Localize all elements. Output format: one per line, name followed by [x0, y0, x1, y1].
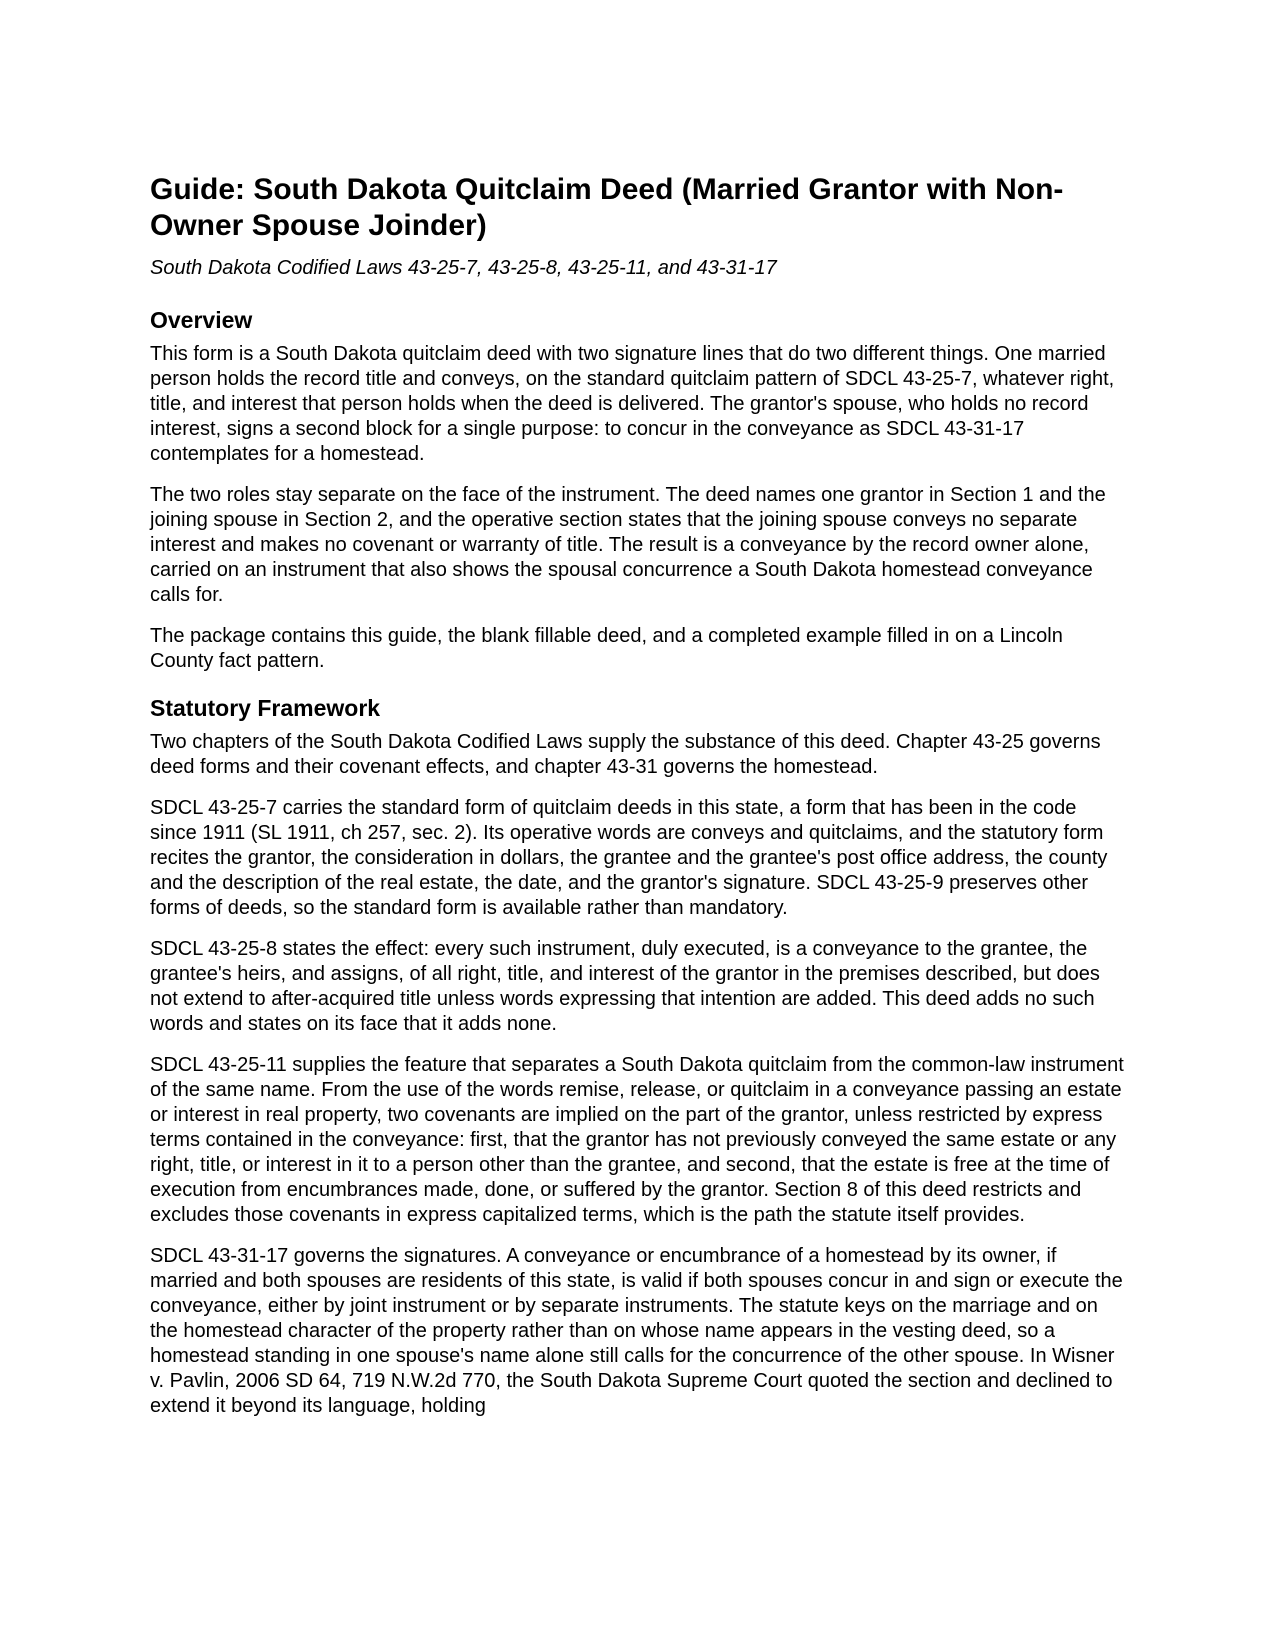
framework-paragraph-2: SDCL 43-25-7 carries the standard form of quitclaim deeds in this state, a form that has been in the code since 1911 (SL 1911, ch 257, sec. 2). Its operative words are conveys and quitclaims, and the statutory form recites the grantor, the consideration in dollars, the grantee and the grantee's post office address, the county and the description of the real estate, the date, and the grantor's signature. SDCL 43-25-9 preserves other forms of deeds, so the standard form is available rather than mandatory.: [150, 797, 1108, 919]
overview-paragraph-3: The package contains this guide, the blank fillable deed, and a completed example filled in on a Lincoln County fact pattern.: [150, 625, 1063, 672]
section-heading-overview: Overview: [150, 307, 253, 333]
overview-section: [150, 306, 1125, 674]
framework-paragraph-1: Two chapters of the South Dakota Codified Laws supply the substance of this deed. Chapter 43-25 governs deed forms and their covenant effects, and chapter 43-31 governs the homestead.: [150, 731, 1101, 778]
statutory-framework-section: [150, 694, 1125, 1419]
overview-paragraph-2: The two roles stay separate on the face of the instrument. The deed names one grantor in Section 1 and the joining spouse in Section 2, and the operative section states that the joining spouse conveys no separate interest and makes no covenant or warranty of title. The result is a conveyance by the record owner alone, carried on an instrument that also shows the spousal concurrence a South Dakota homestead conveyance calls for.: [150, 484, 1106, 606]
document-title: Guide: South Dakota Quitclaim Deed (Married Grantor with Non-Owner Spouse Joinder): [150, 173, 1064, 242]
document-page: [150, 172, 1125, 1419]
framework-paragraph-4: SDCL 43-25-11 supplies the feature that separates a South Dakota quitclaim from the common-law instrument of the same name. From the use of the words remise, release, or quitclaim in a conveyance passing an estate or interest in real property, two covenants are implied on the part of the grantor, unless restricted by express terms contained in the conveyance: first, that the grantor has not previously conveyed the same estate or any right, title, or interest in it to a person other than the grantee, and second, that the estate is free at the time of execution from encumbrances made, done, or suffered by the grantor. Section 8 of this deed restricts and excludes those covenants in express capitalized terms, which is the path the statute itself provides.: [150, 1054, 1124, 1226]
framework-paragraph-3: SDCL 43-25-8 states the effect: every such instrument, duly executed, is a conveyance to the grantee, the grantee's heirs, and assigns, of all right, title, and interest of the grantor in the premises described, but does not extend to after-acquired title unless words expressing that intention are added. This deed adds no such words and states on its face that it adds none.: [150, 938, 1100, 1035]
overview-paragraph-1: This form is a South Dakota quitclaim deed with two signature lines that do two different things. One married person holds the record title and conveys, on the standard quitclaim pattern of SDCL 43-25-7, whatever right, title, and interest that person holds when the deed is delivered. The grantor's spouse, who holds no record interest, signs a second block for a single purpose: to concur in the conveyance as SDCL 43-31-17 contemplates for a homestead.: [150, 343, 1115, 465]
section-heading-statutory-framework: Statutory Framework: [150, 695, 381, 721]
framework-paragraph-5: SDCL 43-31-17 governs the signatures. A conveyance or encumbrance of a homestead by its owner, if married and both spouses are residents of this state, is valid if both spouses concur in and sign or execute the conveyance, either by joint instrument or by separate instruments. The statute keys on the marriage and on the homestead character of the property rather than on whose name appears in the vesting deed, so a homestead standing in one spouse's name alone still calls for the concurrence of the other spouse. In Wisner v. Pavlin, 2006 SD 64, 719 N.W.2d 770, the South Dakota Supreme Court quoted the section and declined to extend it beyond its language, holding: [150, 1245, 1123, 1417]
document-subtitle: South Dakota Codified Laws 43-25-7, 43-25-8, 43-25-11, and 43-31-17: [150, 257, 777, 279]
